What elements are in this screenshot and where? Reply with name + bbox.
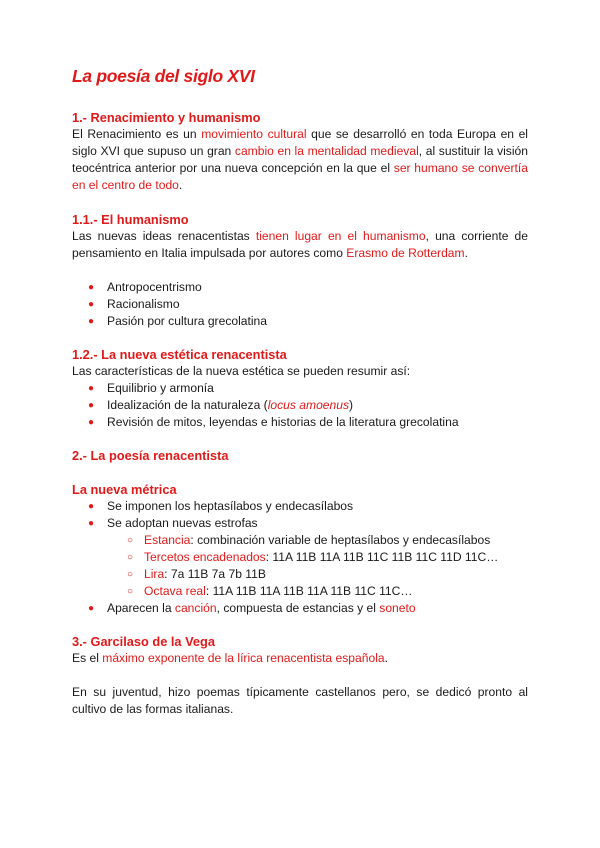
bullet-icon: ● (88, 501, 95, 512)
list-item-text: Se imponen los heptasílabos y endecasílabos (107, 499, 354, 513)
highlight-run: soneto (379, 601, 416, 615)
highlight-run: Octava real (144, 584, 206, 598)
list-item-text: Revisión de mitos, leyendas e historias de la literatura grecolatina (107, 415, 459, 429)
paragraph-garcilaso-juventud: En su juventud, hizo poemas típicamente castellanos pero, se dedicó pronto al cultivo de las formas italianas. (72, 685, 528, 716)
highlight-run: máximo exponente de la lírica renacentista española (102, 651, 385, 665)
text-run: , al sustituir la visión teocéntrica anterior por una nueva concepción en la que el (72, 144, 528, 175)
paragraph-garcilaso (72, 650, 528, 667)
metrica-list-end (72, 600, 528, 617)
highlight-run: Tercetos encadenados (144, 550, 266, 564)
humanismo-list (72, 279, 528, 330)
highlight-run: ser humano se convertía en el centro de todo (72, 161, 528, 192)
text-run: , compuesta de estancias y el (216, 601, 380, 615)
list-item (72, 414, 528, 431)
text-run: . (464, 246, 468, 260)
text-run: que se desarrolló en toda Europa en el siglo XVI que supuso un gran (72, 127, 528, 158)
text-run: Es el (72, 651, 103, 665)
highlight-run: movimiento cultural (201, 127, 307, 141)
bullet-icon: ● (88, 282, 95, 293)
list-item (72, 600, 528, 617)
highlight-run: Erasmo de Rotterdam (346, 246, 465, 260)
estrofas-list (72, 532, 528, 600)
subheading-metrica: La nueva métrica (72, 482, 177, 497)
list-item-text: Equilibrio y armonía (107, 381, 214, 395)
text-run: . (384, 651, 388, 665)
highlight-run: canción (174, 601, 217, 615)
list-item (72, 549, 528, 566)
list-item (72, 532, 528, 549)
list-item (72, 279, 528, 296)
list-item (72, 498, 528, 515)
bullet-icon: ○ (127, 535, 134, 546)
paragraph-humanismo (72, 228, 528, 262)
text-run: : combinación variable de heptasílabos y endecasílabos (190, 533, 491, 547)
bullet-icon: ● (88, 383, 95, 394)
text-run: . (178, 178, 183, 192)
text-run: : 11A 11B 11A 11B 11A 11B 11C 11C… (205, 584, 413, 598)
bullet-icon: ● (88, 316, 95, 327)
list-item (72, 380, 528, 397)
list-item (72, 583, 528, 600)
bullet-icon: ○ (127, 552, 134, 563)
list-item-text: Pasión por cultura grecolatina (107, 314, 268, 328)
text-run: ) (349, 398, 354, 412)
paragraph-estetica-intro: Las características de la nueva estética se pueden resumir así: (72, 364, 411, 378)
metrica-list (72, 498, 528, 532)
section-heading-garcilaso: 3.- Garcilaso de la Vega (72, 634, 215, 649)
text-run: : 7a 11B 7a 7b 11B (164, 567, 266, 581)
text-run: Aparecen la (107, 601, 175, 615)
highlight-run: locus amoenus (267, 398, 350, 412)
list-item (72, 397, 528, 414)
highlight-run: cambio en la mentalidad medieval (234, 144, 419, 158)
list-item (72, 296, 528, 313)
estetica-list (72, 380, 528, 431)
bullet-icon: ● (88, 299, 95, 310)
section-heading-poesia: 2.- La poesía renacentista (72, 448, 229, 463)
text-run: : 11A 11B 11A 11B 11C 11B 11C 11D 11C… (265, 550, 499, 564)
list-item (72, 313, 528, 330)
paragraph-renacimiento (72, 126, 528, 194)
bullet-icon: ● (88, 417, 95, 428)
list-item-text: Se adoptan nuevas estrofas (107, 516, 258, 530)
text-run: Idealización de la naturaleza ( (107, 398, 268, 412)
text-run: Las nuevas ideas renacentistas (72, 229, 256, 243)
bullet-icon: ● (88, 400, 95, 411)
section-heading-estetica: 1.2.- La nueva estética renacentista (72, 347, 287, 362)
bullet-icon: ○ (127, 569, 134, 580)
section-heading-humanismo: 1.1.- El humanismo (72, 212, 189, 227)
highlight-run: Estancia (144, 533, 191, 547)
section-heading-renacimiento: 1.- Renacimiento y humanismo (72, 110, 261, 125)
page-title: La poesía del siglo XVI (72, 66, 255, 86)
document-page (72, 66, 528, 718)
text-run: El Renacimiento es un (72, 127, 202, 141)
highlight-run: Lira (144, 567, 165, 581)
bullet-icon: ● (88, 603, 95, 614)
list-item (72, 566, 528, 583)
highlight-run: tienen lugar en el humanismo (255, 229, 426, 243)
list-item (72, 515, 528, 532)
bullet-icon: ● (88, 518, 95, 529)
text-run: , una corriente de pensamiento en Italia impulsada por autores como (72, 229, 528, 260)
bullet-icon: ○ (127, 586, 134, 597)
list-item-text: Antropocentrismo (107, 280, 202, 294)
list-item-text: Racionalismo (107, 297, 180, 311)
